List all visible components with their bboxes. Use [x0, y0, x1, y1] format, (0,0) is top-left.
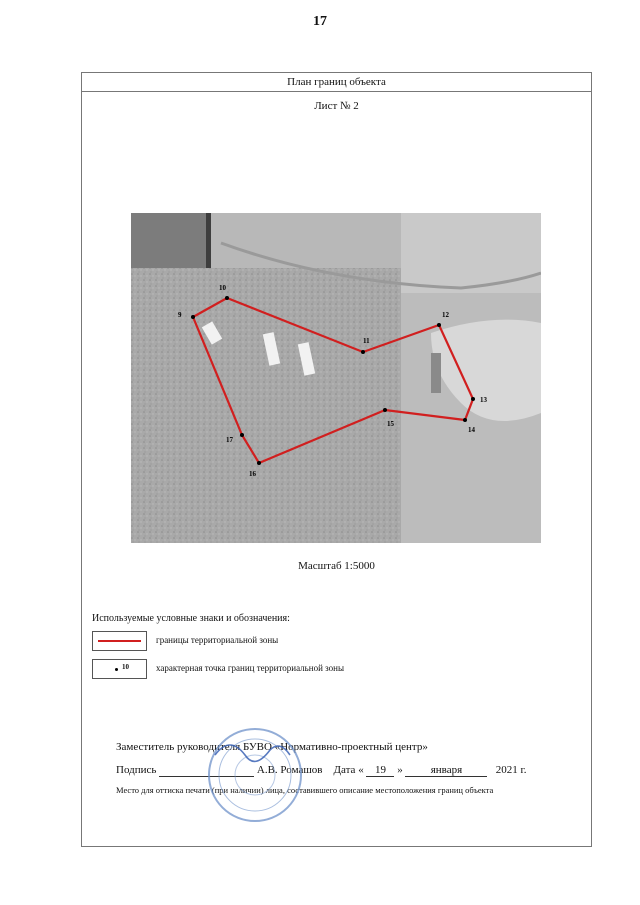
- boundary-point-13: [471, 397, 475, 401]
- point-label-16: 16: [249, 470, 256, 478]
- boundary-point-17: [240, 433, 244, 437]
- map-tile-main: [131, 268, 401, 543]
- page-number: 17: [313, 14, 327, 29]
- document-title: План границ объекта: [82, 73, 591, 92]
- boundary-point-12: [437, 323, 441, 327]
- legend-sample-boundary: [92, 631, 147, 651]
- boundary-point-16: [257, 461, 261, 465]
- map-tile-dark: [131, 213, 211, 268]
- boundary-point-9: [191, 315, 195, 319]
- boundary-point-15: [383, 408, 387, 412]
- date-label: Дата «: [333, 764, 364, 776]
- legend-red-line: [98, 640, 141, 642]
- date-month: января: [405, 764, 487, 777]
- building: [431, 353, 441, 393]
- date-day: 19: [366, 764, 394, 777]
- stamp-note: Место для оттиска печати (при наличии) лица, составившего описание местоположения границ объекта: [116, 785, 494, 795]
- point-label-9: 9: [178, 311, 182, 319]
- boundary-point-11: [361, 350, 365, 354]
- legend-point-dot: [115, 668, 118, 671]
- point-label-15: 15: [387, 420, 394, 428]
- point-label-13: 13: [480, 396, 487, 404]
- sheet-number: Лист № 2: [314, 100, 359, 112]
- signatory-position: Заместитель руководителя БУВО «Нормативно-проектный центр»: [116, 741, 428, 753]
- date-year: 2021 г.: [495, 764, 527, 776]
- point-label-17: 17: [226, 436, 233, 444]
- legend-text-boundary: границы территориальной зоны: [156, 635, 279, 645]
- map-tile-water: [401, 213, 541, 293]
- boundary-point-14: [463, 418, 467, 422]
- point-label-12: 12: [442, 311, 449, 319]
- map-scale: Масштаб 1:5000: [298, 560, 375, 572]
- point-label-11: 11: [363, 337, 370, 345]
- legend-text-point: характерная точка границ территориальной зоны: [156, 663, 345, 673]
- document-frame: [81, 72, 592, 847]
- point-label-10: 10: [219, 284, 226, 292]
- legend-title: Используемые условные знаки и обозначения:: [92, 613, 290, 624]
- signature-label: Подпись: [116, 764, 157, 776]
- map-tile-dark-edge: [206, 213, 211, 268]
- aerial-map: [131, 213, 541, 543]
- boundary-point-10: [225, 296, 229, 300]
- legend-sample-point: [92, 659, 147, 679]
- date-day-close: »: [397, 764, 403, 776]
- point-label-14: 14: [468, 426, 475, 434]
- signatory-name: А.В. Ромашов: [256, 764, 323, 776]
- stamp-seal: [205, 725, 305, 825]
- signature-row: [116, 764, 526, 777]
- legend-point-number: 10: [122, 663, 129, 671]
